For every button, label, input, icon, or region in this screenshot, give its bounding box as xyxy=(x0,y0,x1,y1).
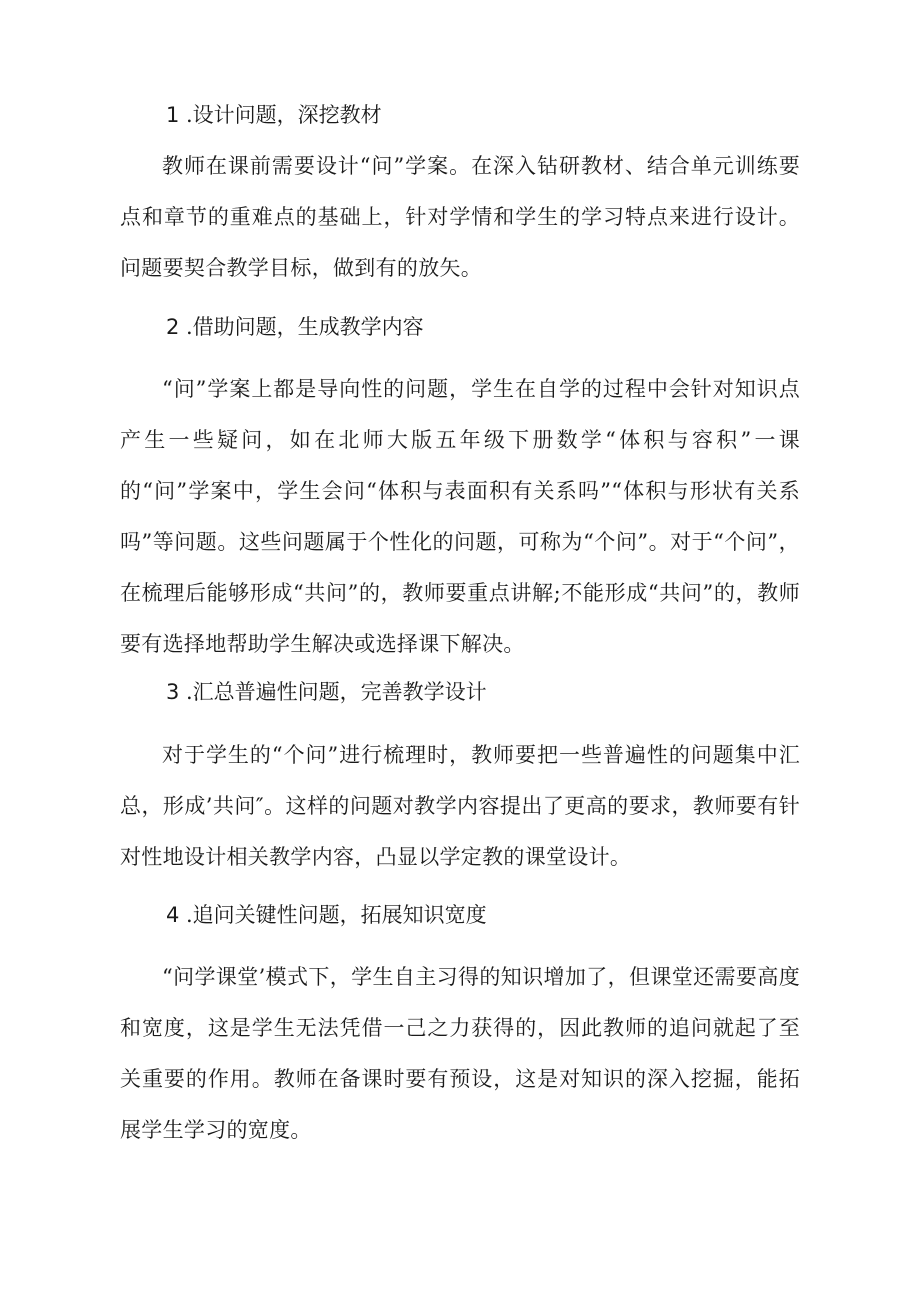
section-body-2: “问”学案上都是导向性的问题，学生在自学的过程中会针对知识点产生一些疑问，如在北师大版五年级下册数学“体积与容积”一课的“问”学案中，学生会问“体积与表面积有关系吗”“体积与形状有关系吗”等问题。这些问题属于个性化的问题，可称为“个问”。对于“个问”，在梳理后能够形成“共问”的，教师要重点讲解;不能形成“共问”的，教师要有选择地帮助学生解决或选择课下解决。 xyxy=(120,377,800,656)
section-title-1: .设计问题，深挖教材 xyxy=(186,103,382,127)
section-heading-1 xyxy=(166,100,806,130)
section-heading-2 xyxy=(166,312,806,342)
section-body-4: “问学课堂’模式下，学生自主习得的知识增加了，但课堂还需要高度和宽度，这是学生无法凭借一己之力获得的，因此教师的追问就起了至关重要的作用。教师在备课时要有预设，这是对知识的深入挖掘，能拓展学生学习的宽度。 xyxy=(120,965,800,1142)
section-number-2: 2 xyxy=(166,315,180,339)
section-heading-3 xyxy=(166,677,806,707)
section-number-4: 4 xyxy=(166,903,180,927)
section-title-4: .追问关键性问题，拓展知识宽度 xyxy=(186,903,487,927)
section-heading-4 xyxy=(166,900,806,930)
section-body-1: 教师在课前需要设计“问”学案。在深入钻研教材、结合单元训练要点和章节的重难点的基础上，针对学情和学生的学习特点来进行设计。问题要契合教学目标，做到有的放矢。 xyxy=(120,154,800,280)
section-title-3: .汇总普遍性问题，完善教学设计 xyxy=(186,680,487,704)
section-number-1: 1 xyxy=(166,103,180,127)
section-number-3: 3 xyxy=(166,680,180,704)
section-body-3: 对于学生的“个问”进行梳理时，教师要把一些普遍性的问题集中汇总，形成’共问″。这样的问题对教学内容提出了更高的要求，教师要有针对性地设计相关教学内容，凸显以学定教的课堂设计。 xyxy=(120,743,800,869)
section-title-2: .借助问题，生成教学内容 xyxy=(186,315,424,339)
